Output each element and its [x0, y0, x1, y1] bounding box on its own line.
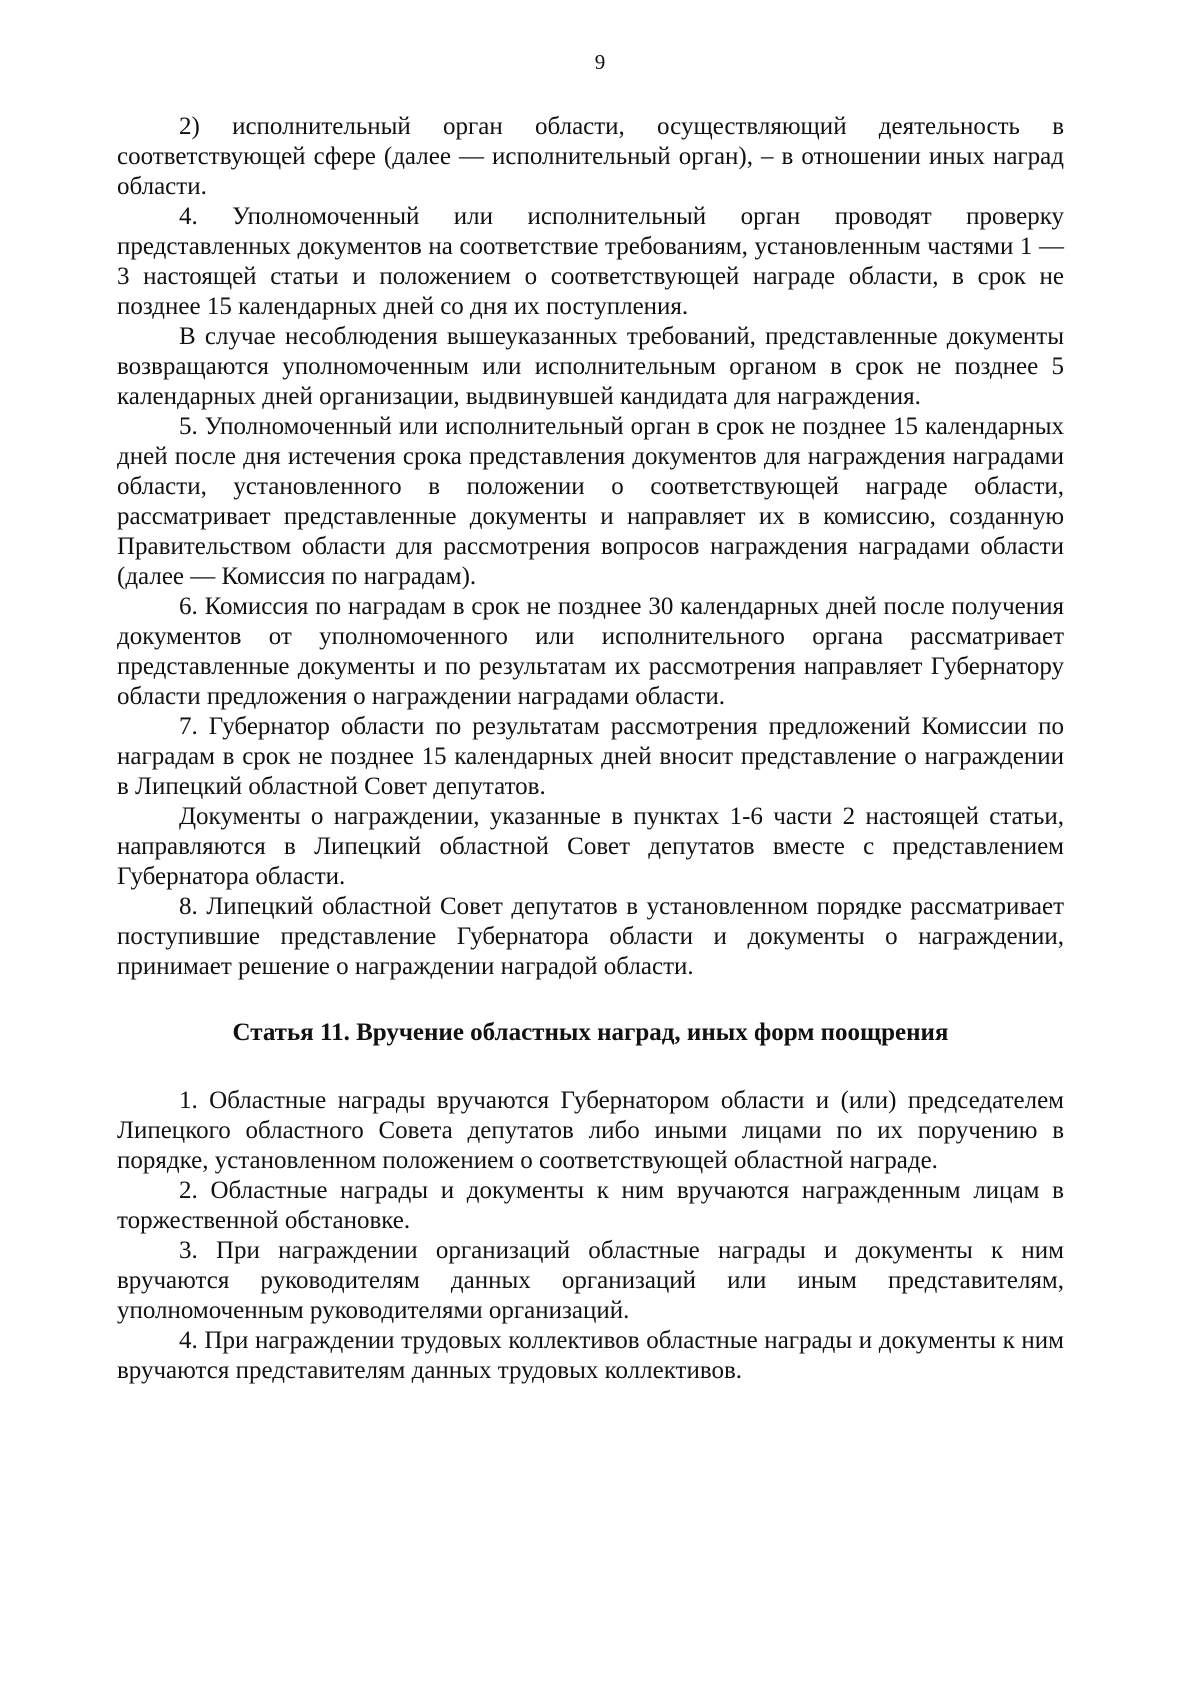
paragraph: 3. При награждении организаций областные награды и документы к ним вручаются руководителям данных организаций или иным представителям, уполномоченным руководителями организаций.	[117, 1237, 1064, 1324]
paragraph: 4. Уполномоченный или исполнительный орган проводят проверку представленных документов на соответствие требованиям, установленным частями 1 — 3 настоящей статьи и положением о соответствующей награде области, в срок не позднее 15 календарных дней со дня их поступления.	[117, 203, 1064, 320]
paragraph: 1. Областные награды вручаются Губернатором области и (или) председателем Липецкого областного Совета депутатов либо иными лицами по их поручению в порядке, установленном положением о соответствующей областной награде.	[117, 1087, 1064, 1174]
paragraph: 7. Губернатор области по результатам рассмотрения предложений Комиссии по наградам в срок не позднее 15 календарных дней вносит представление о награждении в Липецкий областной Совет депутатов.	[117, 713, 1064, 800]
document-body	[117, 112, 1064, 1386]
paragraph: 2) исполнительный орган области, осуществляющий деятельность в соответствующей сфере (далее — исполнительный орган), – в отношении иных наград области.	[117, 113, 1064, 200]
paragraph: 4. При награждении трудовых коллективов областные награды и документы к ним вручаются представителям данных трудовых коллективов.	[117, 1327, 1064, 1384]
paragraph: 5. Уполномоченный или исполнительный орган в срок не позднее 15 календарных дней после дня истечения срока представления документов для награждения наградами области, установленного в положении о соответствующей награде области, рассматривает представленные документы и направляет их в комиссию, созданную Правительством области для рассмотрения вопросов награждения наградами области (далее — Комиссия по наградам).	[117, 413, 1064, 590]
paragraph: 6. Комиссия по наградам в срок не позднее 30 календарных дней после получения документов от уполномоченного или исполнительного органа рассматривает представленные документы и по результатам их рассмотрения направляет Губернатору области предложения о награждении наградами области.	[117, 593, 1064, 710]
paragraph: Документы о награждении, указанные в пунктах 1-6 части 2 настоящей статьи, направляются в Липецкий областной Совет депутатов вместе с представлением Губернатора области.	[117, 803, 1064, 890]
paragraph: 8. Липецкий областной Совет депутатов в установленном порядке рассматривает поступившие представление Губернатора области и документы о награждении, принимает решение о награждении наградой области.	[117, 893, 1064, 980]
page-number: 9	[594, 50, 606, 74]
paragraph: 2. Областные награды и документы к ним вручаются награжденным лицам в торжественной обстановке.	[117, 1177, 1064, 1234]
paragraph: В случае несоблюдения вышеуказанных требований, представленные документы возвращаются уполномоченным или исполнительным органом в срок не позднее 5 календарных дней организации, выдвинувшей кандидата для награждения.	[117, 323, 1064, 410]
article-heading: Статья 11. Вручение областных наград, иных форм поощрения	[232, 1019, 949, 1046]
